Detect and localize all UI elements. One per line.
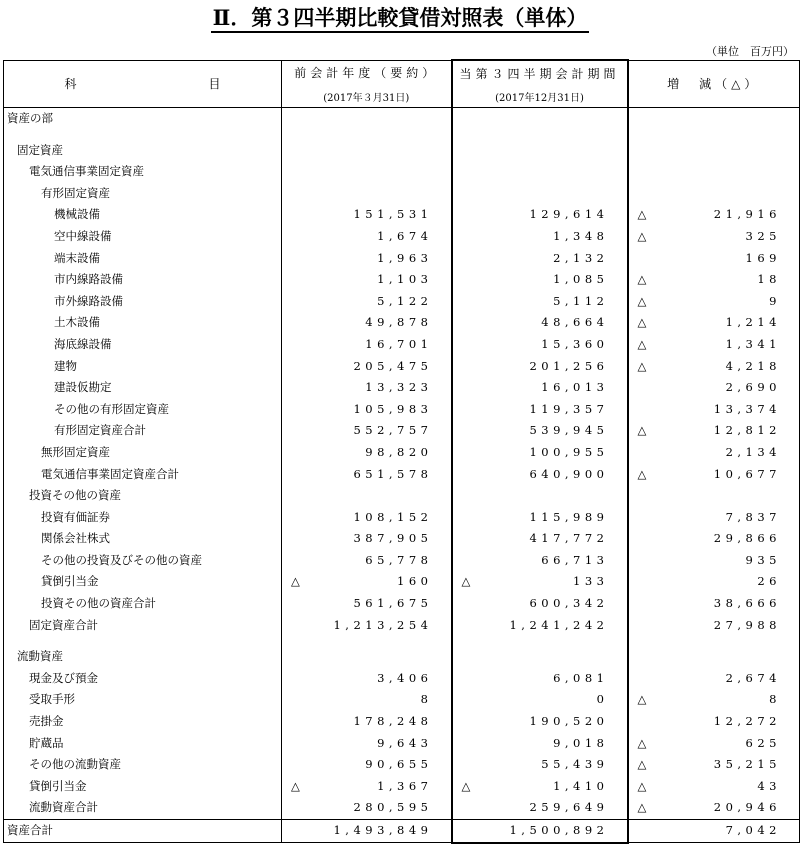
diff-value: △ 20,946 (628, 797, 800, 819)
table-row (4, 356, 800, 378)
negative-mark: △ (637, 293, 651, 308)
prev-value: 3,406 (282, 668, 452, 690)
curr-value: 119,357 (452, 399, 628, 421)
diff-value: △ 35,215 (628, 754, 800, 776)
negative-mark: △ (637, 207, 651, 222)
negative-mark: △ (637, 228, 651, 243)
curr-value: 539,945 (452, 420, 628, 442)
account-label: 空中線設備 (4, 226, 282, 248)
curr-value: 5,112 (452, 291, 628, 313)
diff-value: △ 625 (628, 733, 800, 755)
table-row (4, 140, 800, 162)
diff-value: 29,866 (628, 528, 800, 550)
table-row (4, 161, 800, 183)
account-label: 現金及び預金 (4, 668, 282, 690)
table-row (4, 733, 800, 755)
prev-value: 5,122 (282, 291, 452, 313)
account-label: 資産合計 (4, 820, 282, 843)
table-row (4, 754, 800, 776)
table-row (4, 646, 800, 668)
prev-value: 1,493,849 (282, 820, 452, 843)
diff-value: 935 (628, 550, 800, 572)
account-label: 市内線路設備 (4, 269, 282, 291)
diff-value: 169 (628, 248, 800, 270)
diff-value: △ 10,677 (628, 464, 800, 486)
prev-value: 16,701 (282, 334, 452, 356)
account-label: 端末設備 (4, 248, 282, 270)
curr-value (452, 485, 628, 507)
page-title: Ⅱ．第３四半期比較貸借対照表（単体） (0, 2, 800, 32)
negative-mark: △ (637, 358, 651, 373)
curr-value: 15,360 (452, 334, 628, 356)
negative-mark: △ (461, 574, 475, 589)
table-row (4, 420, 800, 442)
spacer-row (4, 130, 800, 140)
table-row (4, 377, 800, 399)
account-label: その他の投資及びその他の資産 (4, 550, 282, 572)
header-diff: 増 減（△） (628, 60, 800, 108)
prev-value (282, 646, 452, 668)
curr-value: 2,132 (452, 248, 628, 270)
diff-value: △ 1,214 (628, 312, 800, 334)
prev-value: 178,248 (282, 711, 452, 733)
diff-value: 38,666 (628, 593, 800, 615)
table-row (4, 550, 800, 572)
prev-value: 105,983 (282, 399, 452, 421)
prev-value: 1,674 (282, 226, 452, 248)
curr-value: 201,256 (452, 356, 628, 378)
prev-value: 552,757 (282, 420, 452, 442)
account-label: 貯蔵品 (4, 733, 282, 755)
table-row (4, 689, 800, 711)
curr-value: 115,989 (452, 507, 628, 529)
account-label: 売掛金 (4, 711, 282, 733)
account-label: 無形固定資産 (4, 442, 282, 464)
curr-value: 9,018 (452, 733, 628, 755)
account-label: 電気通信事業固定資産合計 (4, 464, 282, 486)
diff-value: △ 9 (628, 291, 800, 313)
negative-mark: △ (637, 466, 651, 481)
curr-value: 1,348 (452, 226, 628, 248)
account-label: 貸倒引当金 (4, 776, 282, 798)
diff-value: △ 1,341 (628, 334, 800, 356)
account-label: 建物 (4, 356, 282, 378)
table-row (4, 442, 800, 464)
negative-mark: △ (461, 778, 475, 793)
prev-value: 65,778 (282, 550, 452, 572)
diff-value: △ 21,916 (628, 204, 800, 226)
curr-value (452, 646, 628, 668)
table-row (4, 797, 800, 819)
account-label: 投資有価証券 (4, 507, 282, 529)
diff-value: △ 18 (628, 269, 800, 291)
table-row (4, 291, 800, 313)
account-label: 有形固定資産合計 (4, 420, 282, 442)
prev-value: 151,531 (282, 204, 452, 226)
unit-note: （単位 百万円） (706, 45, 794, 58)
account-label: 有形固定資産 (4, 183, 282, 205)
prev-value: 387,905 (282, 528, 452, 550)
table-row (4, 528, 800, 550)
curr-value: △ 133 (452, 571, 628, 593)
account-label: 投資その他の資産合計 (4, 593, 282, 615)
diff-value: 2,674 (628, 668, 800, 690)
negative-mark: △ (637, 757, 651, 772)
table-row (4, 776, 800, 798)
diff-value: 12,272 (628, 711, 800, 733)
account-label: 建設仮勘定 (4, 377, 282, 399)
diff-value (628, 646, 800, 668)
account-label: 固定資産合計 (4, 615, 282, 637)
prev-value (282, 161, 452, 183)
curr-value: 48,664 (452, 312, 628, 334)
header-curr-date: (2017年12月31日) (452, 85, 628, 108)
spacer-row (4, 636, 800, 646)
curr-value: 259,649 (452, 797, 628, 819)
curr-value: 640,900 (452, 464, 628, 486)
diff-value: 13,374 (628, 399, 800, 421)
header-prev-date: (2017年３月31日) (282, 85, 452, 108)
curr-value: 600,342 (452, 593, 628, 615)
negative-mark: △ (637, 315, 651, 330)
account-label: 市外線路設備 (4, 291, 282, 313)
diff-value: △ 43 (628, 776, 800, 798)
account-label: 資産の部 (4, 108, 282, 130)
negative-mark: △ (637, 423, 651, 438)
table-row (4, 269, 800, 291)
curr-value: 190,520 (452, 711, 628, 733)
account-label: 投資その他の資産 (4, 485, 282, 507)
prev-value: △ 1,367 (282, 776, 452, 798)
negative-mark: △ (637, 778, 651, 793)
table-row (4, 485, 800, 507)
negative-mark: △ (291, 778, 305, 793)
prev-value: 651,578 (282, 464, 452, 486)
table-row (4, 711, 800, 733)
account-label: その他の流動資産 (4, 754, 282, 776)
table-row (4, 507, 800, 529)
diff-value: 7,042 (628, 820, 800, 843)
curr-value: 1,500,892 (452, 820, 628, 843)
curr-value: 129,614 (452, 204, 628, 226)
prev-value: 13,323 (282, 377, 452, 399)
table-row (4, 204, 800, 226)
account-label: 流動資産合計 (4, 797, 282, 819)
curr-value (452, 161, 628, 183)
table-row (4, 593, 800, 615)
table-row (4, 334, 800, 356)
table-row (4, 183, 800, 205)
curr-value (452, 183, 628, 205)
curr-value: 1,241,242 (452, 615, 628, 637)
diff-value: △ 325 (628, 226, 800, 248)
table-row (4, 464, 800, 486)
negative-mark: △ (637, 336, 651, 351)
curr-value: △ 1,410 (452, 776, 628, 798)
table-row (4, 312, 800, 334)
header-prev: 前会計年度（要約） (282, 60, 452, 85)
prev-value (282, 485, 452, 507)
prev-value: 8 (282, 689, 452, 711)
account-label: その他の有形固定資産 (4, 399, 282, 421)
diff-value (628, 108, 800, 130)
diff-value: △ 8 (628, 689, 800, 711)
table-row (4, 571, 800, 593)
curr-value: 6,081 (452, 668, 628, 690)
diff-value: 26 (628, 571, 800, 593)
diff-value (628, 183, 800, 205)
curr-value: 66,713 (452, 550, 628, 572)
curr-value: 100,955 (452, 442, 628, 464)
table-row (4, 248, 800, 270)
table-row (4, 108, 800, 130)
prev-value: 49,878 (282, 312, 452, 334)
account-label: 土木設備 (4, 312, 282, 334)
curr-value: 0 (452, 689, 628, 711)
table-row (4, 399, 800, 421)
table-row (4, 615, 800, 637)
prev-value: 9,643 (282, 733, 452, 755)
negative-mark: △ (637, 692, 651, 707)
account-label: 海底線設備 (4, 334, 282, 356)
diff-value (628, 485, 800, 507)
account-label: 電気通信事業固定資産 (4, 161, 282, 183)
diff-value: 27,988 (628, 615, 800, 637)
diff-value: 7,837 (628, 507, 800, 529)
account-label: 関係会社株式 (4, 528, 282, 550)
prev-value: △ 160 (282, 571, 452, 593)
account-label: 固定資産 (4, 140, 282, 162)
negative-mark: △ (637, 800, 651, 815)
table-row (4, 226, 800, 248)
header-account: 科 目 (4, 60, 282, 108)
prev-value: 1,103 (282, 269, 452, 291)
account-label: 受取手形 (4, 689, 282, 711)
diff-value: △ 4,218 (628, 356, 800, 378)
curr-value: 1,085 (452, 269, 628, 291)
diff-value: 2,134 (628, 442, 800, 464)
prev-value: 1,963 (282, 248, 452, 270)
diff-value (628, 161, 800, 183)
header-curr: 当第３四半期会計期間 (452, 60, 628, 85)
diff-value: △ 12,812 (628, 420, 800, 442)
negative-mark: △ (637, 272, 651, 287)
prev-value (282, 108, 452, 130)
prev-value: 280,595 (282, 797, 452, 819)
curr-value (452, 140, 628, 162)
curr-value: 417,772 (452, 528, 628, 550)
balance-sheet-table (3, 59, 800, 844)
prev-value: 205,475 (282, 356, 452, 378)
diff-value: 2,690 (628, 377, 800, 399)
prev-value: 1,213,254 (282, 615, 452, 637)
prev-value: 98,820 (282, 442, 452, 464)
table-row (4, 668, 800, 690)
prev-value: 108,152 (282, 507, 452, 529)
table-row (4, 820, 800, 843)
diff-value (628, 140, 800, 162)
prev-value: 90,655 (282, 754, 452, 776)
curr-value: 16,013 (452, 377, 628, 399)
prev-value (282, 140, 452, 162)
account-label: 機械設備 (4, 204, 282, 226)
curr-value (452, 108, 628, 130)
curr-value: 55,439 (452, 754, 628, 776)
prev-value: 561,675 (282, 593, 452, 615)
prev-value (282, 183, 452, 205)
negative-mark: △ (291, 574, 305, 589)
negative-mark: △ (637, 735, 651, 750)
account-label: 貸倒引当金 (4, 571, 282, 593)
account-label: 流動資産 (4, 646, 282, 668)
